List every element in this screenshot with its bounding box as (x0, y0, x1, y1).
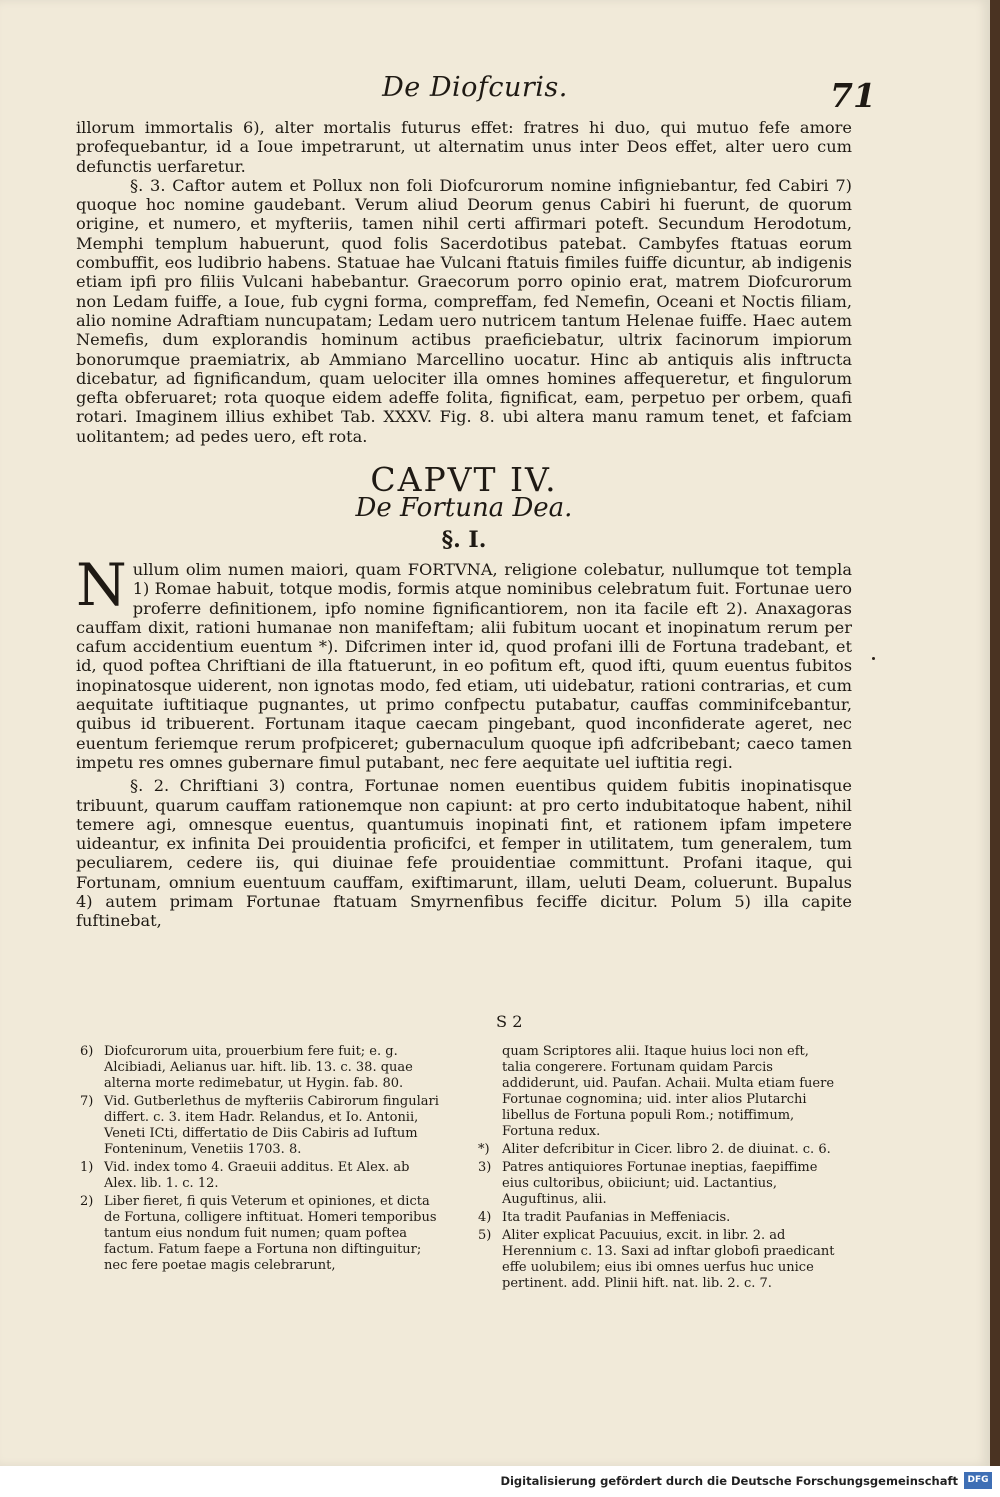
footnote-text: Liber fieret, fi quis Veterum et opiniones, et dicta de Fortuna, colligere inftituat. Homeri temporibus tantum eius nondum fuit numen; quam poftea factum. Fatum faepe a Fortuna non diftinguitur; nec fere poetae magis celebrarunt, (104, 1194, 437, 1273)
footnote-text: quam Scriptores alii. Itaque huius loci non eft, talia congerere. Fortunam quidam Parcis addiderunt, uid. Paufan. Achaii. Multa etiam fuere Fortunae cognomina; uid. inter alios Plutarchi libellus de Fortuna populi Rom.; notiffimum, Fortuna redux. (502, 1044, 835, 1139)
footnote-text: Vid. Gutberlethus de myfteriis Cabirorum fingulari differt. c. 3. item Hadr. Relandus, et Io. Antonii, Veneti ICti, differtatio de Diis Cabiris ad Iuftum Fonteninum, Venetiis 1703. 8. (104, 1094, 439, 1157)
footnote-text: Diofcurorum uita, prouerbium fere fuit; e. g. Alcibiadi, Aelianus uar. hift. lib. 13. c. 38. quae alterna morte redimebatur, ut Hygin. fab. 80. (104, 1044, 413, 1091)
footnotes-right-column (478, 1044, 842, 1294)
footnote-marker: 1) (80, 1160, 94, 1175)
footnote-marker: 2) (80, 1194, 94, 1209)
chapter-subtitle: De Fortuna Dea. (355, 493, 573, 524)
footnote-marker: 6) (80, 1044, 94, 1059)
footnote-text: Vid. index tomo 4. Graeuii additus. Et Alex. ab Alex. lib. 1. c. 12. (104, 1160, 410, 1191)
footnote (80, 1160, 444, 1192)
dfg-logo-icon: DFG (964, 1472, 992, 1489)
digitization-banner (0, 1466, 1000, 1497)
drop-cap-initial: N (76, 550, 127, 619)
footnote (478, 1142, 842, 1158)
page-number: 71 (830, 76, 876, 115)
footnote-marker: 7) (80, 1094, 94, 1109)
footnote-text: Patres antiquiores Fortunae ineptias, faepiffime eius cultoribus, obiiciunt; uid. Lactantius, Auguftinus, alii. (502, 1160, 818, 1207)
footnote-marker: 5) (478, 1228, 492, 1243)
paragraph-section-3: §. 3. Caftor autem et Pollux non foli Diofcurorum nomine infigniebantur, fed Cabiri 7) quoque hoc nomine gaudebant. Verum aliud Deorum genus Cabiri hi fuerunt, de quorum origine, et numero, et myfteriis, tamen nihil certi affirmari poteft. Secundum Herodotum, Memphi templum habuerunt, quod folis Sacerdotibus patebat. Cambyfes ftatuas eorum combuffit, eos ludibrio habens. Statuae hae Vulcani ftatuis fimiles fuiffe dicuntur, ab indigenis etiam ipfi pro filiis Vulcani habebantur. Graecorum porro opinio erat, matrem Diofcurorum non Ledam fuiffe, a Ioue, fub cygni forma, compreffam, fed Nemefin, Oceani et Noctis filiam, alio nomine Adraftiam nuncupatam; Ledam uero nutricem tantum Helenae fuiffe. Haec autem Nemefis, dum explorandis hominum actibus praeficiebatur, ultrix facinorum impiorum bonorumque praemiatrix, ab Ammiano Marcellino uocatur. Hinc ab antiquis alis inftructa dicebatur, ad fignificandum, quam uelociter illa omnes homines affequeretur, et fingulorum gefta obferuaret; rota quoque eidem adeffe folita, fignificat, eam, perpetuo per orbem, quafi rotari. Imaginem illius exhibet Tab. XXXV. Fig. 8. ubi altera manu ramum tenet, et fafciam uolitantem; ad pedes uero, eft rota. (76, 175, 852, 446)
main-text (76, 118, 852, 931)
footnote-marker: *) (478, 1142, 490, 1157)
chapter-title: CAPVT IV. (370, 460, 558, 500)
signature-mark: S 2 (496, 1012, 523, 1031)
footnote-text: Aliter defcribitur in Cicer. libro 2. de diuinat. c. 6. (502, 1142, 831, 1157)
paragraph-section-2: §. 2. Chriftiani 3) contra, Fortunae nomen euentibus quidem fubitis inopinatisque tribuunt, quarum cauffam rationemque non capiunt: at pro certo indubitatoque habent, nihil temere agi, omnesque euentus, quantumuis inopinati fint, et rationem ipfam impetere uideantur, ex infinita Dei prouidentia proficifci, et femper in utilitatem, tum generalem, tum peculiarem, cedere iis, qui diuinae fefe prouidentiae committunt. Profani itaque, qui Fortunam, omnium euentuum cauffam, exiftimarunt, illam, ueluti Deam, coluerunt. Bupalus 4) autem primam Fortunae ftatuam Smyrnenfibus feciffe dicitur. Polum 5) illa capite fuftinebat, (76, 776, 852, 931)
footnote-marker (478, 1044, 502, 1140)
running-title: De Diofcuris. (382, 72, 568, 103)
footnote (80, 1094, 444, 1158)
footnote (478, 1160, 842, 1208)
footnotes-left-column (80, 1044, 444, 1276)
footnote (478, 1228, 842, 1292)
banner-text: Digitalisierung gefördert durch die Deutsche Forschungsgemeinschaft (500, 1474, 958, 1488)
footnote (80, 1194, 444, 1274)
paragraph-section-1 (76, 550, 852, 772)
footnote-text: Aliter explicat Pacuuius, excit. in libr. 2. ad Herennium c. 13. Saxi ad inftar globofi praedicant effe uolubilem; eius ibi omnes uerfus huc unice pertinent. add. Plinii hift. nat. lib. 2. c. 7. (502, 1228, 835, 1291)
section-mark: §. I. (441, 526, 487, 553)
footnote (478, 1044, 842, 1140)
footnote-marker: 4) (478, 1210, 492, 1225)
footnote-marker: 3) (478, 1160, 492, 1175)
paragraph-intro: illorum immortalis 6), alter mortalis futurus effet: fratres hi duo, qui mutuo fefe amore profequebantur, id a Ioue impetrarunt, ut alternatim unus inter Deos effet, alter uero cum defunctis uerfaretur. (76, 118, 852, 176)
footnote (80, 1044, 444, 1092)
margin-dot-mark (872, 657, 875, 660)
footnote (478, 1210, 842, 1226)
paragraph-section-1-text: ullum olim numen maiori, quam FORTVNA, religione colebatur, nullumque tot templa 1) Romae habuit, totque modis, formis atque nominibus celebratum fuit. Fortunae uero proferre definitionem, ipfo nomine fignificantiorem, non ita facile eft 2). Anaxagoras cauffam dixit, rationi humanae non manifeftam; alii fubitum uocant et inopinatum rerum per cafum accidentium euentum *). Difcrimen inter id, quod profani illi de Fortuna tradebant, et id, quod poftea Chriftiani de illa ftatuerunt, in eo pofitum eft, quod ifti, quum euentus fubitos inopinatosque uiderent, non ignotas modo, fed etiam, uti uidebatur, rationi contrarias, et cum aequitate iuftitiaque pugnantes, ut primo confpectu putabatur, cauffas comminifcebantur, quibus id tribuerent. Fortunam itaque caecam pingebant, quod inconfiderate ageret, nec euentum feriemque rerum profpiceret; gubernaculum quoque ipfi adfcribebant; caeco tamen impetu res omnes gubernare fimul putabant, nec fere aequitate uel iuftitia regi. (76, 559, 852, 772)
footnote-text: Ita tradit Paufanias in Meffeniacis. (502, 1210, 731, 1225)
